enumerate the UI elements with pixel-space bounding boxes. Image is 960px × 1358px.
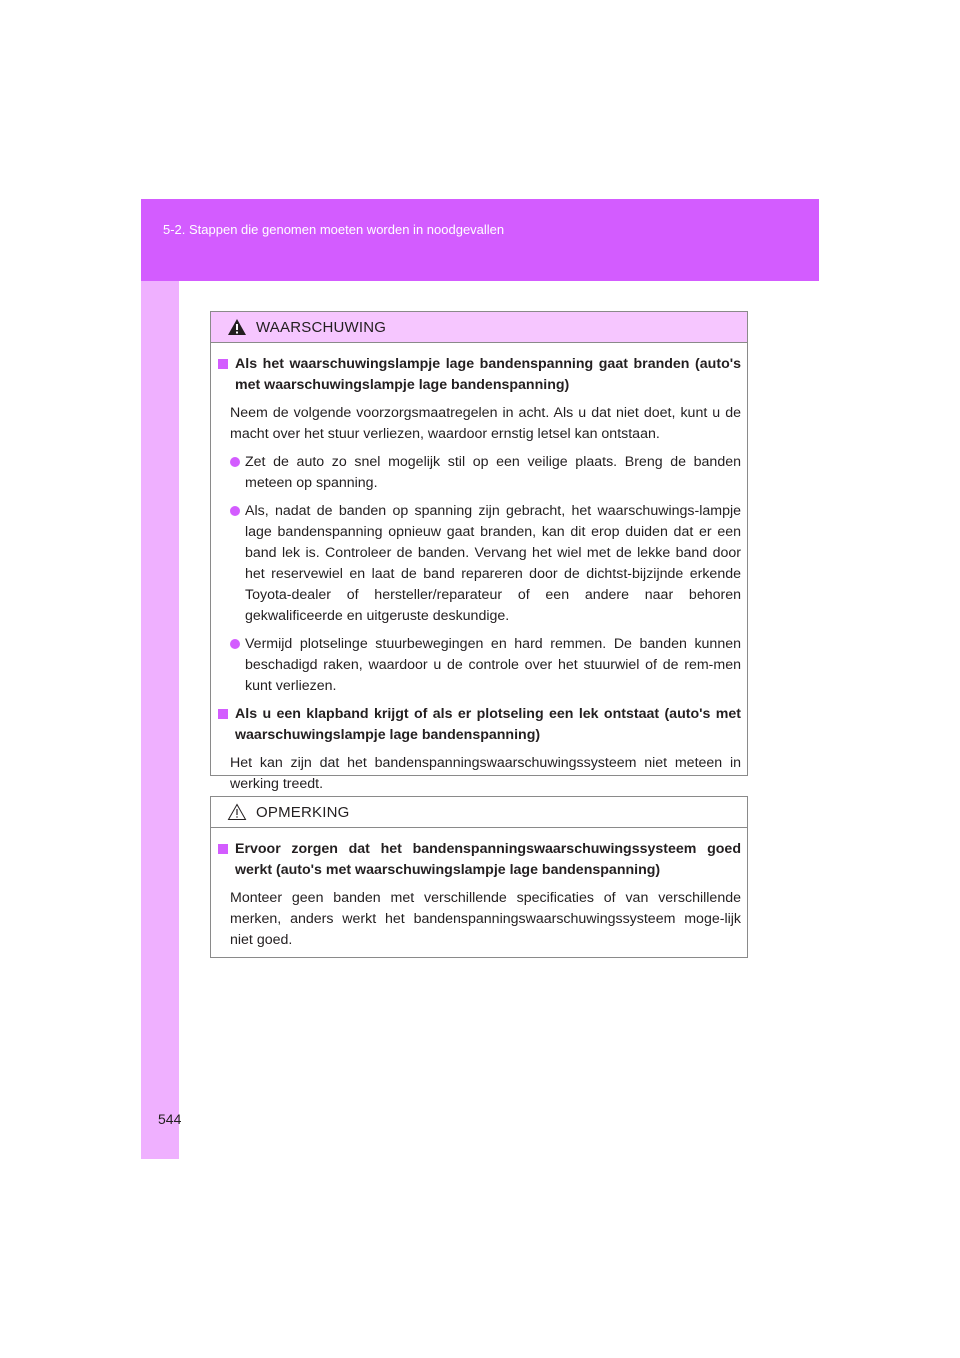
round-bullet-icon: [230, 457, 240, 467]
list-item-text: Als, nadat de banden op spanning zijn gebracht, het waarschuwings-lampje lage bandenspanning opnieuw gaat branden, kan dit erop duiden dat er een band lek is. Controleer de banden. Vervang het wiel met de lekke band door het reservewiel en laat de band repareren door de dichtst-bijzijnde erkende Toyota-dealer of hersteller/reparateur of een andere naar behoren gekwalificeerde en uitgeruste deskundige.: [245, 503, 741, 624]
list-item: [230, 634, 741, 697]
list-item-text: Vermijd plotselinge stuurbewegingen en hard remmen. De banden kunnen beschadigd raken, waardoor u de controle over het stuurwiel of de rem-men kunt verliezen.: [245, 636, 741, 694]
note-header: [211, 797, 747, 828]
note-label: OPMERKING: [256, 804, 350, 821]
square-bullet-icon: [218, 359, 228, 369]
heading-text: Als u een klapband krijgt of als er plotseling een lek ontstaat (auto's met waarschuwingslampje lage bandenspanning): [235, 706, 741, 743]
warning-outline-triangle-icon: [227, 803, 247, 821]
warning-body: [211, 343, 747, 795]
side-bar: [141, 281, 182, 1159]
warning-paragraph-1: Neem de volgende voorzorgsmaatregelen in acht. Als u dat niet doet, kunt u de macht over het stuur verliezen, waardoor ernstig letsel kan ontstaan.: [230, 405, 741, 442]
round-bullet-icon: [230, 639, 240, 649]
warning-filled-triangle-icon: [227, 318, 247, 336]
header-band: [141, 199, 819, 281]
list-item-text: Zet de auto zo snel mogelijk stil op een veilige plaats. Breng de banden meteen op spanning.: [245, 454, 741, 491]
note-heading: [218, 839, 741, 881]
note-box: [210, 796, 748, 958]
note-body: [211, 828, 747, 951]
square-bullet-icon: [218, 709, 228, 719]
warning-heading-1: [218, 354, 741, 396]
warning-paragraph-2: Het kan zijn dat het bandenspanningswaarschuwingssysteem niet meteen in werking treedt.: [230, 755, 741, 792]
warning-header: [211, 312, 747, 343]
list-item: [230, 501, 741, 627]
warning-heading-2: [218, 704, 741, 746]
list-item: [230, 452, 741, 494]
square-bullet-icon: [218, 844, 228, 854]
warning-label: WAARSCHUWING: [256, 319, 387, 336]
round-bullet-icon: [230, 506, 240, 516]
warning-box: [210, 311, 748, 792]
page-number: 544: [158, 1111, 182, 1127]
section-title: 5-2. Stappen die genomen moeten worden in noodgevallen: [163, 222, 505, 237]
heading-text: Ervoor zorgen dat het bandenspanningswaarschuwingssysteem goed werkt (auto's met waarschuwingslampje lage bandenspanning): [235, 841, 741, 878]
heading-text: Als het waarschuwingslampje lage bandenspanning gaat branden (auto's met waarschuwingslampje lage bandenspanning): [235, 356, 741, 393]
note-paragraph: Monteer geen banden met verschillende specificaties of van verschillende merken, anders werkt het bandenspanningswaarschuwingssysteem moge-lijk niet goed.: [230, 890, 741, 948]
